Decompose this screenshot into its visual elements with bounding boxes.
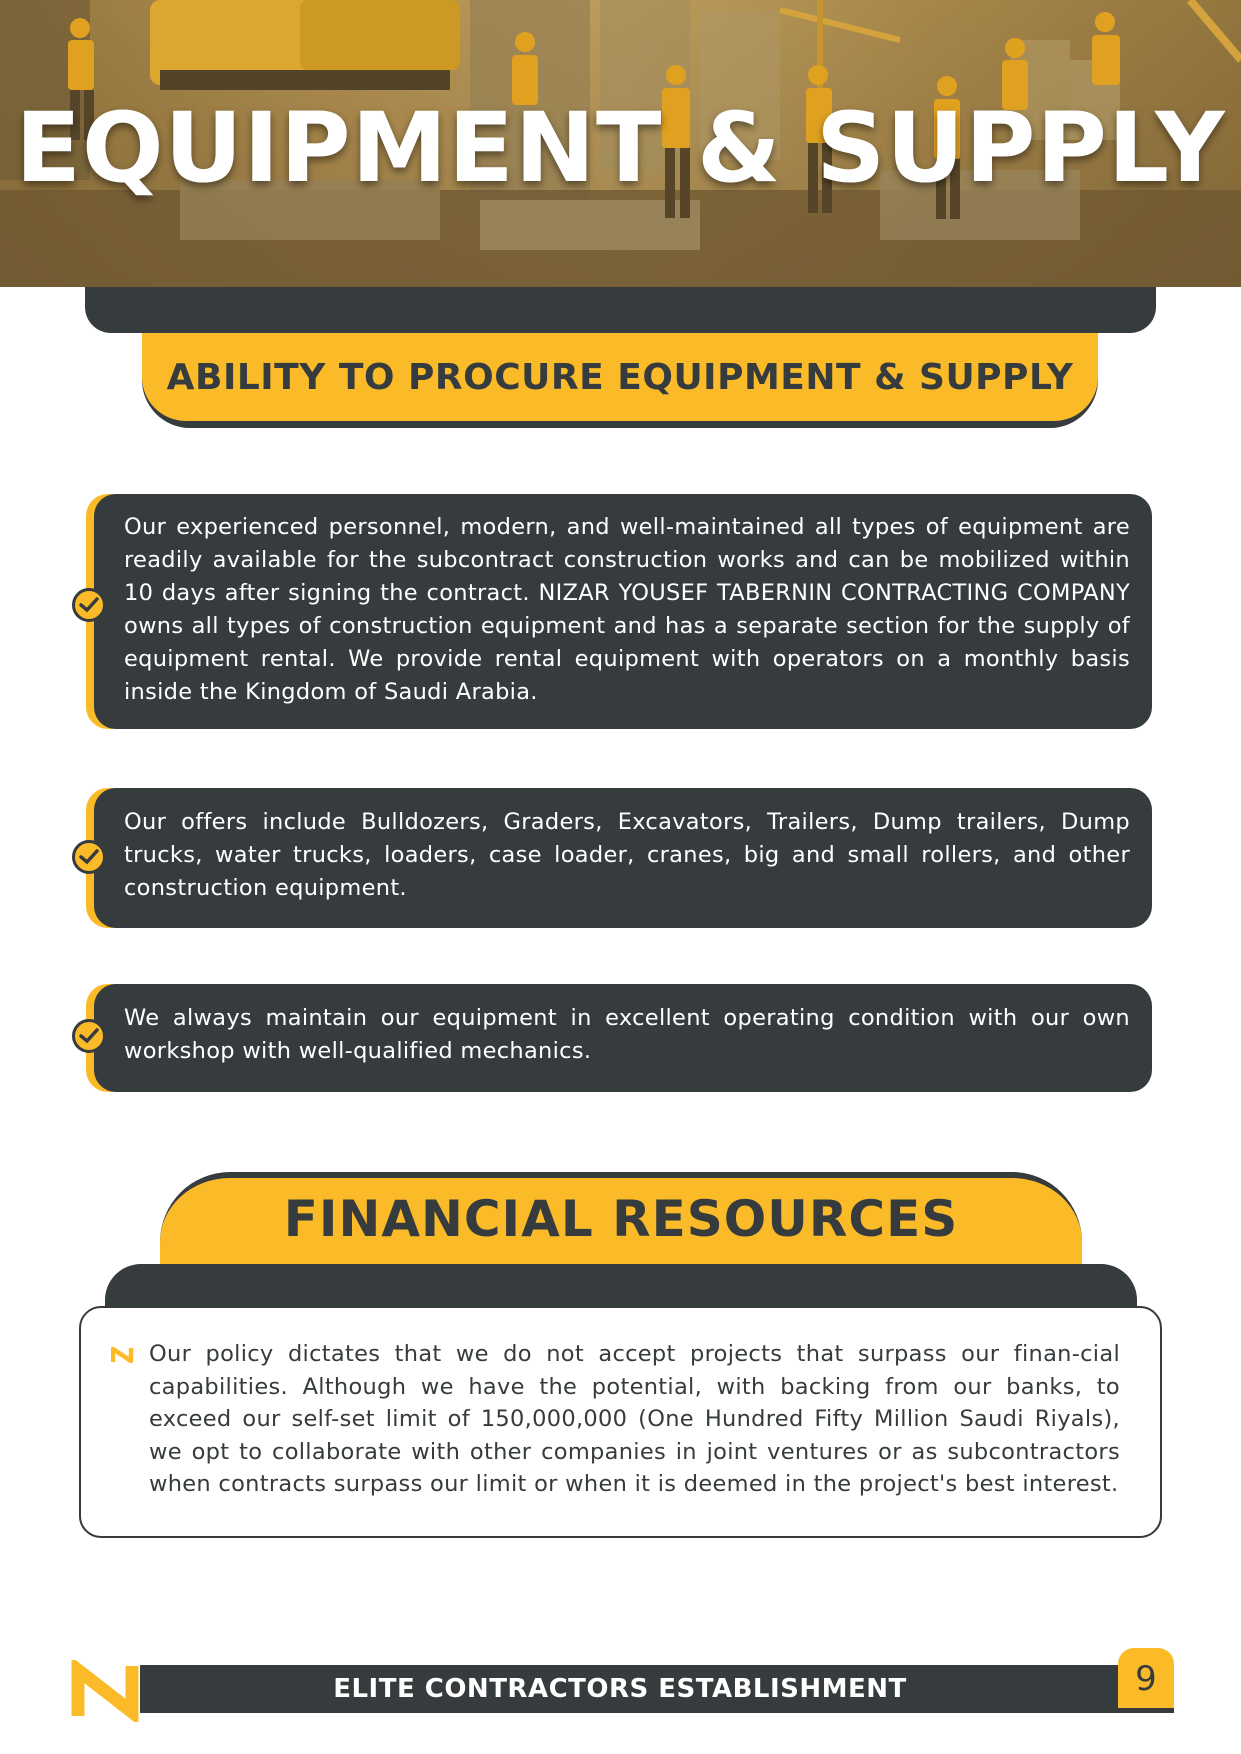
equipment-point-1 [86, 494, 1152, 729]
title-band [85, 287, 1156, 333]
hero-banner [0, 0, 1241, 287]
company-logo-icon [70, 1660, 142, 1722]
point-text: Our offers include Bulldozers, Graders, Excavators, Trailers, Dump trailers, Dump trucks, water trucks, loaders, case loader, cranes, big and small rollers, and other construction equipment. [124, 809, 1130, 901]
point-text: We always maintain our equipment in excellent operating condition with our own workshop with well-qualified mechanics. [124, 1005, 1130, 1064]
equipment-point-3 [86, 984, 1152, 1092]
page-number: 9 [1118, 1648, 1174, 1710]
check-icon [72, 840, 106, 874]
section-title-banner [142, 333, 1098, 421]
page-number-underline [1118, 1708, 1174, 1713]
financial-text: Our policy dictates that we do not accept projects that surpass our finan-cial capabilities. Although we have the potential, with backing from our banks, to exceed our self-set limit of 150,000,000 (One Hundred Fifty Million Saudi Riyals), we opt to collaborate with other companies in joint ventures or as subcontractors when contracts surpass our limit or when it is deemed in the project's best interest. [149, 1341, 1120, 1497]
financial-title: FINANCIAL RESOURCES [283, 1190, 959, 1248]
check-icon [72, 588, 106, 622]
check-icon [72, 1019, 106, 1053]
point-text: Our experienced personnel, modern, and well-maintained all types of equipment are readily available for the subcontract construction works and can be mobilized within 10 days after signing the contract. NIZAR YOUSEF TABERNIN CONTRACTING COMPANY owns all types of construction equipment and has a separate section for the supply of equipment rental. We provide rental equipment with operators on a monthly basis inside the Kingdom of Saudi Arabia. [124, 514, 1130, 705]
logo-bullet-icon [111, 1346, 135, 1364]
page-title: EQUIPMENT & SUPPLY [15, 92, 1226, 204]
section-title: ABILITY TO PROCURE EQUIPMENT & SUPPLY [166, 356, 1074, 398]
financial-card [79, 1306, 1162, 1538]
footer-company-name: ELITE CONTRACTORS ESTABLISHMENT [333, 1674, 907, 1704]
equipment-point-2 [86, 788, 1152, 928]
